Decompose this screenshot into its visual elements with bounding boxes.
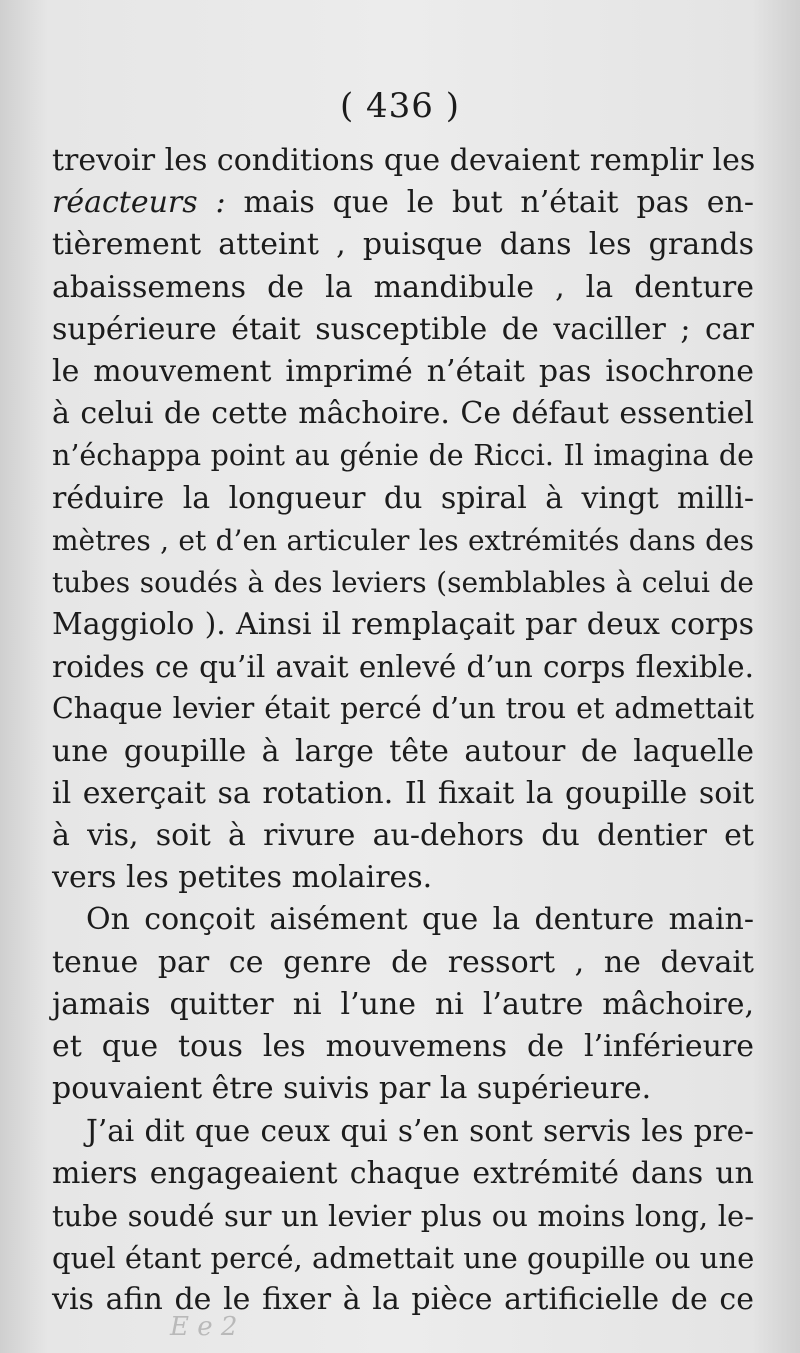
text-line: à vis, soit à rivure au-dehors du dentier et (52, 818, 754, 853)
text-line: J’ai dit que ceux qui s’en sont servis les pre- (86, 1114, 754, 1149)
text-line: tenue par ce genre de ressort , ne devait (52, 944, 754, 980)
text-line: supérieure était susceptible de vaciller ; car (52, 311, 754, 347)
text-line: il exerçait sa rotation. Il fixait la goupille soit (52, 775, 754, 811)
body-text (52, 140, 754, 1321)
italic-term: réacteurs : (52, 185, 226, 221)
page-number: ( 436 ) (339, 86, 461, 126)
text-line: vers les petites molaires. (52, 860, 433, 896)
text-line: Chaque levier était percé d’un trou et admettait (52, 692, 754, 726)
text-line: quel étant percé, admettait une goupille ou une (52, 1240, 755, 1275)
text-line: mètres , et d’en articuler les extrémités dans des (52, 523, 754, 557)
text-line: une goupille à large tête autour de laquelle (52, 733, 754, 769)
text-line: vis afin de le fixer à la pièce artificielle de ce (52, 1282, 754, 1318)
text-line: tubes soudés à des leviers (semblables à celui de (52, 565, 754, 599)
text-line: réduire la longueur du spiral à vingt milli- (52, 480, 754, 516)
text-line: n’échappa point au génie de Ricci. Il imagina de (52, 439, 754, 473)
text-line: le mouvement imprimé n’était pas isochrone (52, 353, 754, 389)
text-line: tube soudé sur un levier plus ou moins long, le- (52, 1198, 754, 1233)
text-line: et que tous les mouvemens de l’inférieure (52, 1028, 754, 1064)
text-line: à celui de cette mâchoire. Ce défaut essentiel (52, 396, 754, 432)
text-line: tièrement atteint , puisque dans les grands (52, 227, 754, 263)
text-span: mais que le but n’était pas en- (225, 185, 754, 221)
text-line: Maggiolo ). Ainsi il remplaçait par deux corps (52, 607, 754, 643)
text-line: pouvaient être suivis par la supérieure. (52, 1071, 652, 1107)
text-line: miers engageaient chaque extrémité dans un (52, 1155, 754, 1191)
printer-signature: E e 2 (170, 1312, 238, 1342)
text-line: jamais quitter ni l’une ni l’autre mâchoire, (52, 986, 754, 1022)
text-line: roides ce qu’il avait enlevé d’un corps flexible. (52, 650, 754, 685)
text-line: abaissemens de la mandibule , la denture (52, 269, 754, 305)
text-line: On conçoit aisément que la denture main- (86, 902, 754, 938)
text-line: trevoir les conditions que devaient remplir les (52, 143, 756, 178)
text-line (52, 182, 754, 224)
